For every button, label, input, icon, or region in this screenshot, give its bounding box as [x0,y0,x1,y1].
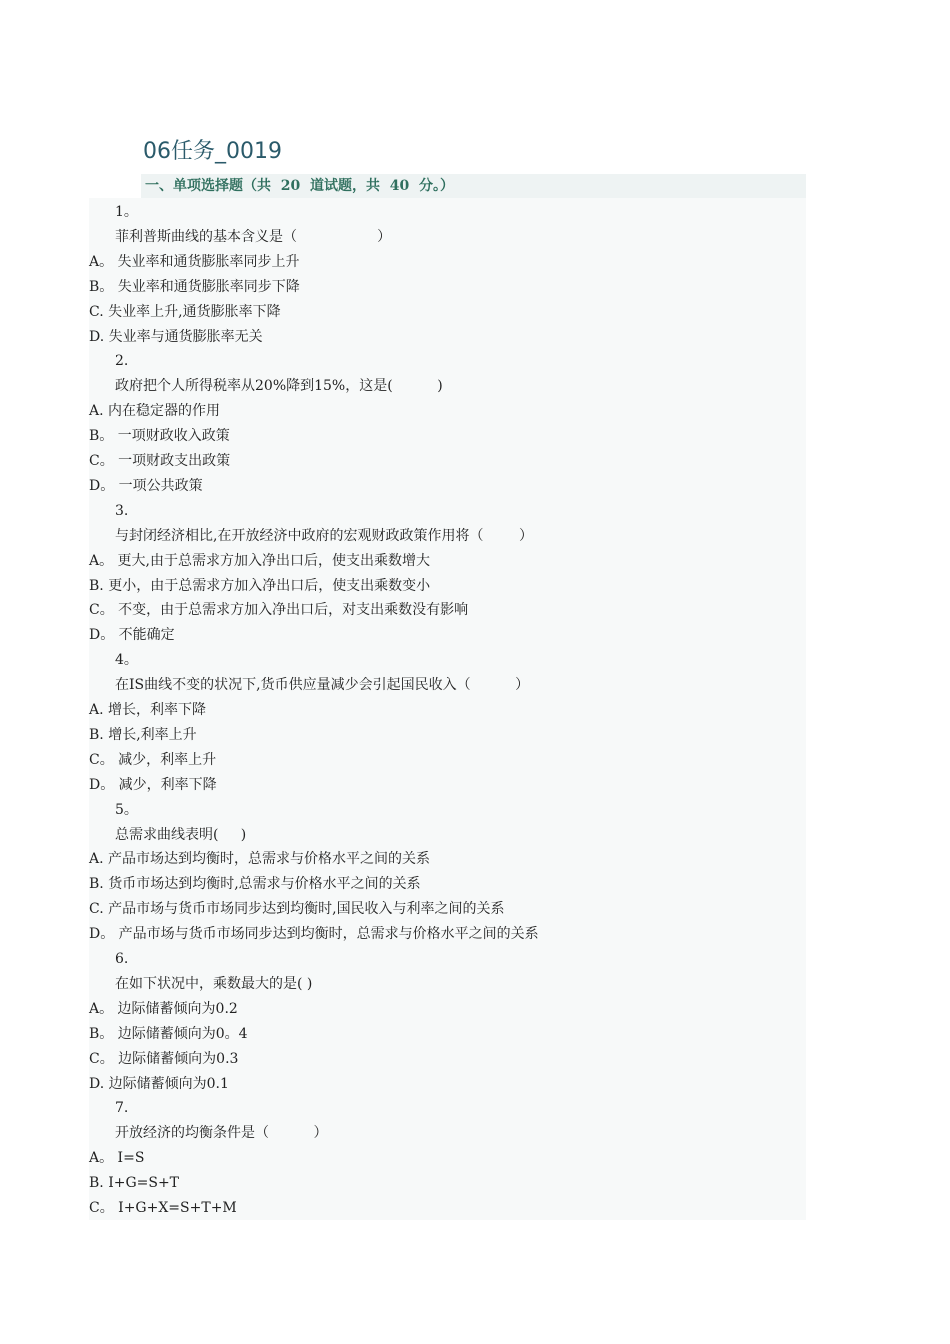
page-title: 06任务_0019 [143,139,282,164]
question-number: 5。 [115,801,138,818]
answer-option[interactable]: C。 减少，利率上升 [89,751,217,768]
question-text: 与封闭经济相比,在开放经济中政府的宏观财政政策作用将（ ） [115,527,534,544]
answer-option[interactable]: D。 产品市场与货币市场同步达到均衡时，总需求与价格水平之间的关系 [89,926,539,943]
question-text: 开放经济的均衡条件是（ ） [115,1125,328,1142]
answer-option[interactable]: A. 产品市场达到均衡时，总需求与价格水平之间的关系 [89,851,431,868]
question-text: 菲利普斯曲线的基本含义是（ ） [115,228,392,245]
answer-option[interactable]: D。 不能确定 [89,627,175,644]
answer-option[interactable]: B. 增长,利率上升 [89,726,197,743]
answer-option[interactable]: B. I+G=S+T [89,1175,180,1192]
section-header: 一、单项选择题（共 20 道试题，共 40 分。） [141,174,806,198]
question-text: 在如下状况中，乘数最大的是( ) [115,975,313,992]
question-text: 总需求曲线表明( ) [115,826,247,843]
answer-option[interactable]: A。 失业率和通货膨胀率同步上升 [89,253,300,270]
answer-option[interactable]: C。 边际储蓄倾向为0.3 [89,1050,239,1067]
answer-option[interactable]: B。 失业率和通货膨胀率同步下降 [89,278,300,295]
answer-option[interactable]: B. 货币市场达到均衡时,总需求与价格水平之间的关系 [89,876,421,893]
answer-option[interactable]: B。 一项财政收入政策 [89,428,230,445]
answer-option[interactable]: B. 更小，由于总需求方加入净出口后，使支出乘数变小 [89,577,431,594]
answer-option[interactable]: D. 边际储蓄倾向为0.1 [89,1075,229,1092]
answer-option[interactable]: A. 增长，利率下降 [89,702,207,718]
answer-option[interactable]: D. 失业率与通货膨胀率无关 [89,328,263,345]
answer-option[interactable]: D。 一项公共政策 [89,477,203,494]
answer-option[interactable]: A。 I=S [89,1150,145,1167]
question-number: 3. [115,502,129,519]
answer-option[interactable]: C。 不变，由于总需求方加入净出口后，对支出乘数没有影响 [89,602,469,619]
answer-option[interactable]: C. 产品市场与货币市场同步达到均衡时,国民收入与利率之间的关系 [89,901,505,918]
question-text: 在IS曲线不变的状况下,货币供应量减少会引起国民收入（ ） [115,677,530,694]
answer-option[interactable]: C. 失业率上升,通货膨胀率下降 [89,303,281,320]
question-number: 4。 [115,652,138,669]
answer-option[interactable]: C。 I+G+X=S+T+M [89,1200,237,1216]
answer-option[interactable]: A。 边际储蓄倾向为0.2 [89,1000,238,1017]
question-number: 7. [115,1100,129,1117]
answer-option[interactable]: D。 减少，利率下降 [89,776,217,793]
answer-option[interactable]: A。 更大,由于总需求方加入净出口后，使支出乘数增大 [89,552,431,569]
question-number: 2. [115,353,129,370]
answer-option[interactable]: B。 边际储蓄倾向为0。4 [89,1025,248,1042]
answer-option[interactable]: A. 内在稳定器的作用 [89,403,221,420]
answer-option[interactable]: C。 一项财政支出政策 [89,453,231,469]
question-number: 1。 [115,204,138,220]
question-text: 政府把个人所得税率从20%降到15%，这是( ) [115,378,443,395]
question-number: 6. [115,951,129,967]
